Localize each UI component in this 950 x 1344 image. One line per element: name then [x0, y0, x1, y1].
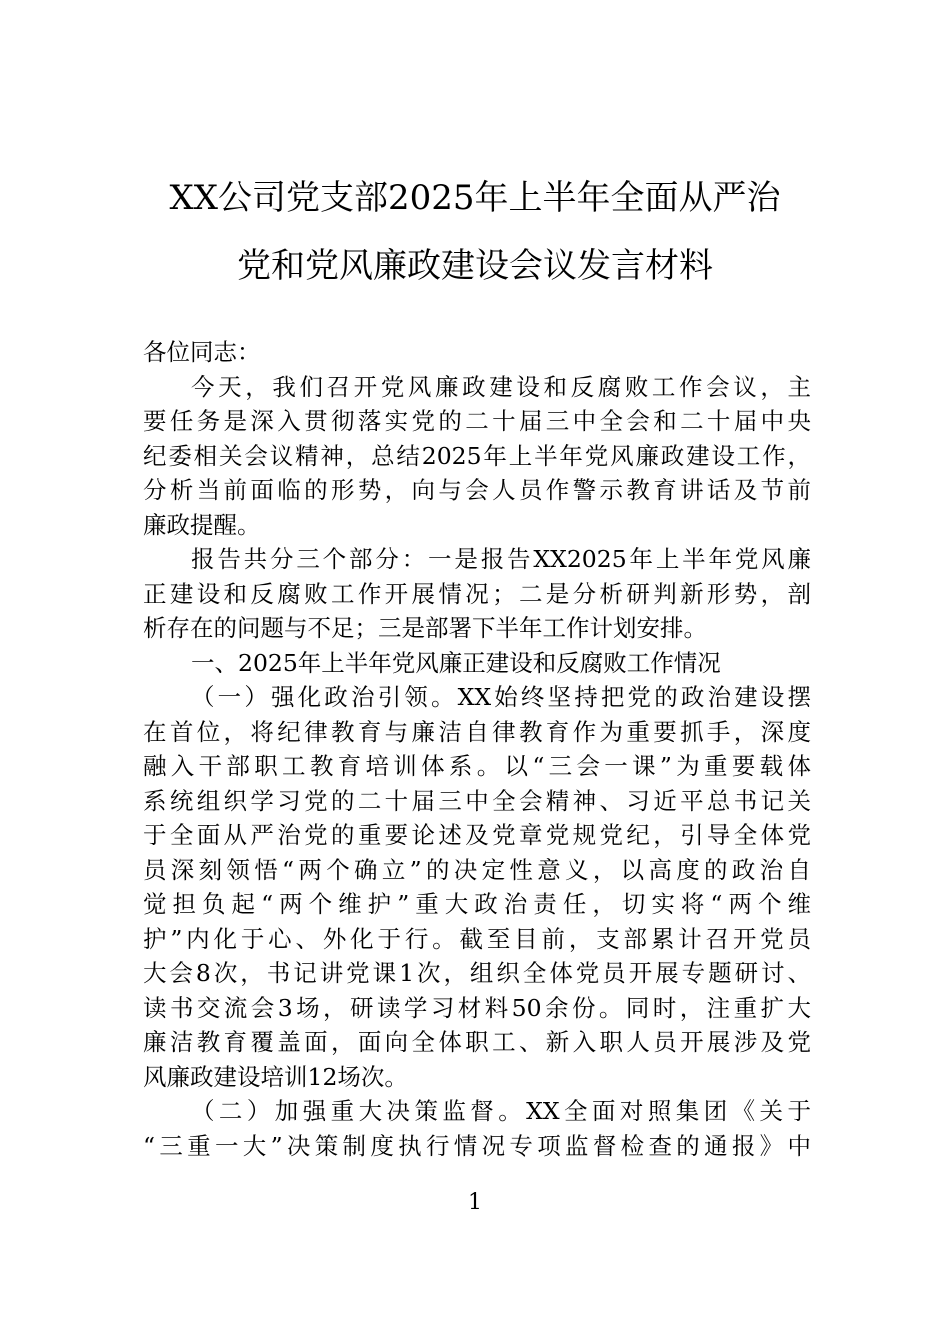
paragraph-line: 于全面从严治党的重要论述及党章党规党纪，引导全体党: [143, 821, 811, 849]
paragraph-line: 融入干部职工教育培训体系。以“三会一课”为重要载体: [143, 752, 811, 780]
paragraph-line: 系统组织学习党的二十届三中全会精神、习近平总书记关: [143, 786, 811, 815]
paragraph-line: 今天，我们召开党风廉政建设和反腐败工作会议，主: [191, 372, 811, 401]
paragraph-line: 风廉政建设培训12场次。: [143, 1062, 408, 1091]
salutation: 各位同志：: [143, 338, 261, 366]
paragraph-line: 读书交流会3场，研读学习材料50余份。同时，注重扩大: [143, 993, 811, 1022]
paragraph-line: 纪委相关会议精神，总结2025年上半年党风廉政建设工作，: [143, 441, 811, 470]
paragraph-line: “三重一大”决策制度执行情况专项监督检查的通报》中: [143, 1131, 811, 1160]
paragraph-line: 报告共分三个部分：一是报告XX2025年上半年党风廉: [191, 545, 811, 573]
paragraph-line: 觉担负起“两个维护”重大政治责任，切实将“两个维: [143, 890, 811, 918]
paragraph-line: 大会8次，书记讲党课1次，组织全体党员开展专题研讨、: [143, 959, 811, 987]
paragraph-line: 析存在的问题与不足；三是部署下半年工作计划安排。: [143, 614, 707, 642]
document-body: [143, 335, 811, 1163]
paragraph-line: 廉洁教育覆盖面，面向全体职工、新入职人员开展涉及党: [143, 1028, 811, 1056]
paragraph-line: 分析当前面临的形势，向与会人员作警示教育讲话及节前: [143, 476, 811, 504]
paragraph-line: 要任务是深入贯彻落实党的二十届三中全会和二十届中央: [143, 407, 811, 435]
document-title-line-1: XX公司党支部2025年上半年全面从严治: [169, 178, 781, 218]
paragraph-line: 在首位，将纪律教育与廉洁自律教育作为重要抓手，深度: [143, 717, 811, 746]
paragraph-line: 廉政提醒。: [143, 510, 261, 539]
paragraph-line: （一）强化政治引领。XX始终坚持把党的政治建设摆: [191, 683, 811, 711]
page-number: 1: [468, 1190, 482, 1215]
paragraph-line: 护”内化于心、外化于行。截至目前，支部累计召开党员: [143, 924, 811, 953]
paragraph-line: （二）加强重大决策监督。XX全面对照集团《关于: [191, 1097, 811, 1125]
section-heading: 一、2025年上半年党风廉正建设和反腐败工作情况: [191, 648, 721, 677]
paragraph-line: 正建设和反腐败工作开展情况；二是分析研判新形势，剖: [143, 579, 811, 608]
document-title-line-2: 党和党风廉政建设会议发言材料: [237, 246, 713, 286]
paragraph-line: 员深刻领悟“两个确立”的决定性意义，以高度的政治自: [143, 855, 811, 884]
